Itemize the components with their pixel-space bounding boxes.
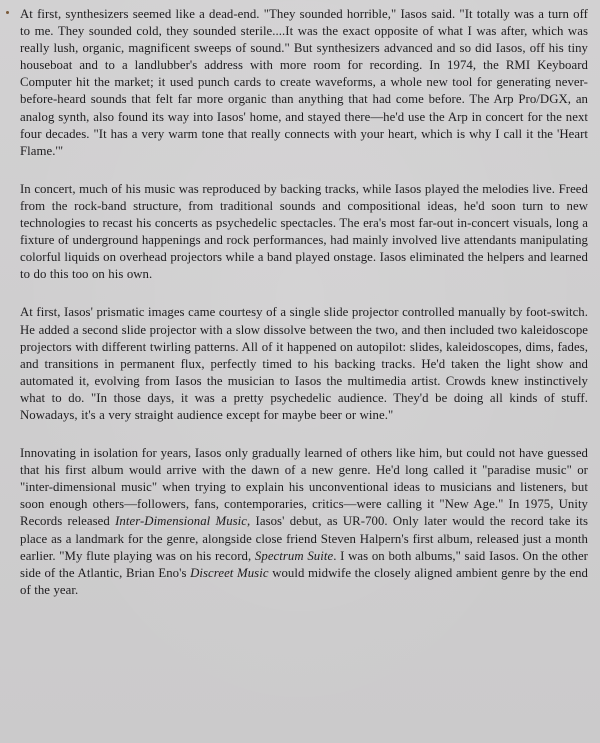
text-run: would midwife the closely aligned ambient genre by the end of the year. xyxy=(20,565,589,597)
text-run: In concert, much of his music was reproduced by backing tracks, while Iasos played the melodies live. Freed from the rock-band structure, from traditional sounds and compositional ideas, he'd soon turn to new technologies to recast his concerts as psychedelic spectacles. The era's most far-out in-concert visuals, long a fixture of underground happenings and rock performances, had mainly involved live attendants manipulating colorful liquids on overhead projectors while a band played onstage. Iasos eliminated the helpers and learned to do this too on his own. xyxy=(20,181,588,282)
paragraph-concert xyxy=(20,181,588,284)
paragraph-synthesizers xyxy=(20,6,588,160)
text-run: At first, synthesizers seemed like a dead-end. "They sounded horrible," Iasos said. "It totally was a turn off to me. They sounded cold, they sounded sterile....It was the exact opposite of what I was after, which was really lush, organic, magnificent sweeps of sound." But synthesizers advanced and so did Iasos, off his tiny houseboat and to a landlubber's address with more room for recording. In 1974, the RMI Keyboard Computer hit the market; it used punch cards to create waveforms, a whole new tool for generating never-before-heard sounds that felt far more organic than anything that had come before. The Arp Pro/DGX, an analog synth, also found its way into Iasos' home, and stayed there—he'd use the Arp in concert for the next four decades. "It has a very warm tone that really connects with your heart, which is why I call it the 'Heart Flame.'" xyxy=(20,7,588,158)
margin-mark xyxy=(6,11,9,14)
paragraph-new-age xyxy=(20,445,588,599)
italic-title: Spectrum Suite xyxy=(254,548,334,563)
text-run: . I was on both albums," said Iasos. On the other side of the Atlantic, Brian Eno's xyxy=(20,548,588,580)
text-run: Innovating in isolation for years, Iasos only gradually learned of others like him, but could not have guessed that his first album would arrive with the dawn of a new genre. He'd long called it "paradise music" or "inter-dimensional music" when trying to explain his unconventional ideas to musicians and listeners, but soon enough others—followers, fans, contemporaries, critics—were calling it "New Age." In 1975, Unity Records released xyxy=(20,446,588,529)
paragraph-light-show xyxy=(20,304,588,424)
text-run: , Iasos' debut, as UR-700. Only later would the record take its place as a landmark for the genre, alongside close friend Steven Halpern's first album, released just a month earlier. "My flute playing was on his record, xyxy=(20,514,588,563)
document-page xyxy=(20,6,588,620)
italic-title: Discreet Music xyxy=(190,565,269,580)
italic-title: Inter-Dimensional Music xyxy=(115,514,248,529)
text-run: At first, Iasos' prismatic images came courtesy of a single slide projector controlled manually by foot-switch. He added a second slide projector with a slow dissolve between the two, and then included two kaleidoscope projectors with different twirling patterns. All of it happened on autopilot: slides, kaleidoscopes, dims, fades, and transitions in permanent flux, perfectly timed to his backing tracks. He'd taken the light show and automated it, evolving from Iasos the musician to Iasos the multimedia artist. Crowds knew instinctively what to do. "In those days, it was a pretty psychedelic audience. They'd be doing all kinds of stuff. Nowadays, it's a very straight audience except for maybe beer or wine." xyxy=(20,305,588,422)
